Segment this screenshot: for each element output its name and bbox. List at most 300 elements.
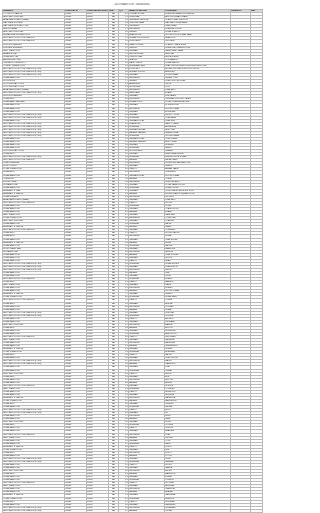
table-cell: 49926 xyxy=(87,104,109,107)
table-cell: FAST TRAIN FOOD xyxy=(3,339,65,342)
table-cell: 49926 xyxy=(87,31,109,34)
table-cell: AB xyxy=(109,104,119,107)
table-cell: AB xyxy=(109,378,119,381)
table-cell: PRIME CROSS xyxy=(165,186,231,189)
table-cell: AB xyxy=(109,506,119,509)
table-cell: 49926 xyxy=(87,77,109,80)
table-cell: 4.0 xyxy=(119,186,129,189)
table-cell: 3.3 xyxy=(119,64,129,67)
table-cell: FRANK xyxy=(165,92,231,95)
table-cell: AB xyxy=(109,58,119,61)
table-cell: ID0041 xyxy=(65,479,87,482)
table-cell: 4.3 xyxy=(119,433,129,436)
table-cell: 3.7 xyxy=(119,378,129,381)
table-cell: MILLENIUM xyxy=(129,323,165,326)
table-cell: MAPLE xyxy=(165,360,231,363)
table-cell: 4.0 xyxy=(119,43,129,46)
table-cell: 49926 xyxy=(87,372,109,375)
table-cell: ID0041 xyxy=(65,323,87,326)
table-cell: DURAM FOOD xyxy=(129,101,165,104)
table-cell: LIBERTY xyxy=(129,281,165,284)
table-cell: AB xyxy=(109,503,119,506)
table-cell: 1.9 xyxy=(119,128,129,131)
table-cell: ID0041 xyxy=(65,488,87,491)
table-cell: PRIME xyxy=(165,235,231,238)
table-cell: ID0041 xyxy=(65,153,87,156)
table-cell: AB xyxy=(109,16,119,19)
table-cell: GERMAN xyxy=(129,104,165,107)
table-cell: 3.9 xyxy=(119,345,129,348)
table-cell: 3.1 xyxy=(119,232,129,235)
table-cell: GERMAN xyxy=(129,275,165,278)
table-cell: 49924 xyxy=(87,168,109,171)
table-cell: AB xyxy=(109,46,119,49)
table-cell: 49922 xyxy=(87,107,109,110)
table-cell: MILLENIUM xyxy=(129,287,165,290)
table-cell: FARMER xyxy=(129,509,165,512)
table-cell: 49926 xyxy=(87,406,109,409)
table-cell: AB xyxy=(109,217,119,220)
table-cell: SUMMIT xyxy=(165,287,231,290)
table-cell: GERMAN xyxy=(129,375,165,378)
table-cell: ID0041 xyxy=(65,150,87,153)
table-cell: 49926 xyxy=(87,67,109,70)
table-cell: ID0041 xyxy=(65,470,87,473)
table-cell: AB xyxy=(109,192,119,195)
table-cell: MILLENIUM xyxy=(129,451,165,454)
table-cell: AB xyxy=(109,86,119,89)
table-cell: PRIME HAM FOOD xyxy=(3,418,65,421)
table-cell: AB xyxy=(109,168,119,171)
table-cell: 49926 xyxy=(87,305,109,308)
table-cell: THISTLE xyxy=(165,427,231,430)
table-cell: ALBATRAIN FOREST (SEAN) xyxy=(3,19,65,22)
table-cell: PRIME BEST (M) xyxy=(3,55,65,58)
table-cell: SAGE xyxy=(165,418,231,421)
table-cell: GERMAN xyxy=(129,214,165,217)
table-cell: MAGNOLIA xyxy=(165,396,231,399)
table-cell: FAST TRAIN FOOD xyxy=(3,436,65,439)
table-cell: 2.7 xyxy=(119,485,129,488)
table-cell: 49926 xyxy=(87,360,109,363)
table-cell: HARBOR xyxy=(165,281,231,284)
table-cell: ID0041 xyxy=(65,418,87,421)
table-cell: 2.9 xyxy=(119,467,129,470)
table-cell: PRIME BEST xyxy=(3,326,65,329)
table-cell: 49924 xyxy=(87,463,109,466)
table-cell: ID0041 xyxy=(65,256,87,259)
table-cell: VEN LANES xyxy=(165,95,231,98)
table-cell: AB xyxy=(109,336,119,339)
table-cell: ID0041 xyxy=(65,436,87,439)
column-header: PRINCIPAL ID xyxy=(65,10,87,13)
table-cell: ID0041 xyxy=(65,205,87,208)
table-cell: NELO BEST FOOD CORPORATION xyxy=(3,201,65,204)
table-cell: ID0041 xyxy=(65,272,87,275)
table-cell: SUNSHINE xyxy=(129,460,165,463)
table-cell: 49926 xyxy=(87,415,109,418)
table-cell: ID0041 xyxy=(65,31,87,34)
table-cell: PRIME HAM FOOD xyxy=(3,144,65,147)
table-cell: ID0041 xyxy=(65,482,87,485)
table-cell: PRIME HAM FOOD xyxy=(3,238,65,241)
table-cell: ID0041 xyxy=(65,372,87,375)
table-cell: LOCAL PRIME FOOD xyxy=(3,296,65,299)
table-cell: STAR STORES xyxy=(165,253,231,256)
table-cell: PRIME BEST xyxy=(3,232,65,235)
table-cell: 49926 xyxy=(87,351,109,354)
table-cell: MAX CARE & FOREST xyxy=(3,22,65,25)
table-cell: 2.4 xyxy=(119,427,129,430)
table-cell: PROMOTED SATISFACTION xyxy=(165,162,231,165)
table-cell: GERMAN xyxy=(129,320,165,323)
table-cell: NELO BEST FOOD CORPORATION xyxy=(3,299,65,302)
table-cell: AB xyxy=(109,445,119,448)
table-cell: HOME xyxy=(165,241,231,244)
table-cell: 3.3 xyxy=(119,314,129,317)
table-cell: 49925 xyxy=(87,37,109,40)
table-cell: ID0041 xyxy=(65,223,87,226)
table-cell: GERBIN xyxy=(129,31,165,34)
table-cell: NELO BEST FOOD CORPORATION (PTRN) xyxy=(3,412,65,415)
table-cell: LOCAL PRIME FOOD xyxy=(3,497,65,500)
table-cell: 3.4 xyxy=(119,141,129,144)
table-cell: FARMER xyxy=(129,253,165,256)
table-cell: 3.3 xyxy=(119,19,129,22)
table-cell: 49926 xyxy=(87,235,109,238)
table-cell: ID0041 xyxy=(65,387,87,390)
table-cell: SEA LIST xyxy=(129,58,165,61)
table-cell: NELO BEST FOOD CORPORATION xyxy=(3,384,65,387)
table-cell: 2.5 xyxy=(119,457,129,460)
table-cell: 49926 xyxy=(87,177,109,180)
table-cell: NELO BEST FOOD CORPORATION xyxy=(3,278,65,281)
table-cell: 49926 xyxy=(87,403,109,406)
table-cell: ID0041 xyxy=(65,314,87,317)
table-cell: FROSTY FIELD xyxy=(3,165,65,168)
table-cell: ID0041 xyxy=(65,375,87,378)
table-cell: NELO BEST FOOD CORPORATION (PTRN) xyxy=(3,360,65,363)
table-cell: AB xyxy=(109,247,119,250)
table-cell: ID0041 xyxy=(65,171,87,174)
table-cell: CLARK JONES SURPLUS xyxy=(165,19,231,22)
table-cell: GERMAN xyxy=(129,110,165,113)
table-cell: AB xyxy=(109,360,119,363)
table-cell: 49926 xyxy=(87,171,109,174)
table-cell: AB xyxy=(109,299,119,302)
table-cell: ID0041 xyxy=(65,37,87,40)
table-cell: PRIME HAM FOOD xyxy=(3,244,65,247)
table-cell: 3.0 xyxy=(119,168,129,171)
table-cell: AB xyxy=(109,223,119,226)
table-cell: ID0041 xyxy=(65,363,87,366)
table-cell: 49926 xyxy=(87,223,109,226)
table-cell: AB xyxy=(109,198,119,201)
table-cell: PRIME HAM FOOD xyxy=(3,378,65,381)
table-cell: MILLENIUM xyxy=(129,268,165,271)
table-cell: GERMAN xyxy=(129,329,165,332)
table-cell: 3.6 xyxy=(119,403,129,406)
table-cell: ID0041 xyxy=(65,235,87,238)
table-cell: 3.1 xyxy=(119,369,129,372)
table-cell: LIBERTY xyxy=(129,463,165,466)
table-cell: 3.4 xyxy=(119,223,129,226)
table-cell: 49926 xyxy=(87,470,109,473)
table-cell: GERMAN xyxy=(129,144,165,147)
table-cell: 49921 xyxy=(87,70,109,73)
table-cell: 49924 xyxy=(87,195,109,198)
table-cell: ID0041 xyxy=(65,125,87,128)
table-cell: ID0041 xyxy=(65,77,87,80)
column-header: NAME OF SHIPPER xyxy=(129,10,165,13)
table-cell: ID0041 xyxy=(65,238,87,241)
table-cell: 3.2 xyxy=(119,46,129,49)
table-cell: 49926 xyxy=(87,488,109,491)
table-cell: FARMER xyxy=(129,290,165,293)
table-cell: NESTLE JAPAN xyxy=(3,28,65,31)
table-cell: FARMER xyxy=(129,326,165,329)
table-cell: ID0041 xyxy=(65,412,87,415)
table-cell: IRIS xyxy=(165,448,231,451)
table-cell: ROUTE xyxy=(165,201,231,204)
table-cell: SUNSHINE xyxy=(129,296,165,299)
table-cell: ID0041 xyxy=(65,451,87,454)
table-cell: ID0041 xyxy=(65,52,87,55)
table-cell: NELO BEST FOOD CORPORATION (PTRN) xyxy=(3,122,65,125)
table-cell: 49926 xyxy=(87,290,109,293)
table-cell: MILLENIUM xyxy=(129,415,165,418)
table-cell: PRIME HAM FOOD xyxy=(3,503,65,506)
table-cell: PRIME HAM FOOD xyxy=(3,415,65,418)
table-cell: MILLENIUM xyxy=(129,162,165,165)
table-cell: ID0041 xyxy=(65,162,87,165)
table-cell: 3.7 xyxy=(119,442,129,445)
table-cell: MILLENIUM xyxy=(129,107,165,110)
table-cell: GERMAN xyxy=(129,357,165,360)
table-cell: EXPORT WINE xyxy=(3,180,65,183)
table-cell: LOCAL FARM GOODS xyxy=(165,183,231,186)
table-cell: ID0041 xyxy=(65,40,87,43)
table-cell: 2.1 xyxy=(119,52,129,55)
table-cell: 49925 xyxy=(87,159,109,162)
table-cell: AB xyxy=(109,281,119,284)
table-cell: AB xyxy=(109,509,119,512)
table-cell: AB xyxy=(109,323,119,326)
column-header: DEST xyxy=(109,10,119,13)
table-cell: CORPORATE PRESS MULTIPLE xyxy=(165,189,231,192)
table-cell: AB xyxy=(109,77,119,80)
table-cell: AB xyxy=(109,119,119,122)
table-cell: 49926 xyxy=(87,205,109,208)
table-cell: NUTRE BEST xyxy=(129,86,165,89)
table-cell: LOCAL PRIME FOOD xyxy=(3,351,65,354)
table-cell: ID0041 xyxy=(65,195,87,198)
table-cell: 49926 xyxy=(87,49,109,52)
table-cell: 49926 xyxy=(87,144,109,147)
table-cell: CARE DEAN xyxy=(165,25,231,28)
table-cell: 3.7 xyxy=(119,509,129,512)
table-cell: 49925 xyxy=(87,86,109,89)
table-cell: 49926 xyxy=(87,378,109,381)
table-cell: FAST TRAIN FOOD xyxy=(3,485,65,488)
table-cell: AB xyxy=(109,201,119,204)
table-cell: TREND xyxy=(165,177,231,180)
table-cell: NELO BEST FOOD CORPORATION (PTRN) xyxy=(3,156,65,159)
table-cell: GOLDEN xyxy=(165,314,231,317)
table-cell: ID0041 xyxy=(65,208,87,211)
table-cell: FURTHER BUSINESS xyxy=(3,46,65,49)
table-cell: PRIME HAM FOOD xyxy=(3,205,65,208)
table-cell: PRIME BEST xyxy=(3,473,65,476)
table-cell: SUNSHINE xyxy=(129,116,165,119)
table-cell: 2.3 xyxy=(119,284,129,287)
table-cell: 49926 xyxy=(87,278,109,281)
table-cell: 49926 xyxy=(87,122,109,125)
table-cell: 49925 xyxy=(87,89,109,92)
table-cell: 49926 xyxy=(87,390,109,393)
table-cell: 4.3 xyxy=(119,348,129,351)
table-cell: ID0041 xyxy=(65,83,87,86)
table-cell: AB xyxy=(109,159,119,162)
table-cell: ID0041 xyxy=(65,46,87,49)
table-cell: ID0041 xyxy=(65,430,87,433)
table-cell: 49926 xyxy=(87,479,109,482)
table-cell: 49926 xyxy=(87,433,109,436)
table-cell: 49925 xyxy=(87,476,109,479)
table-cell: AB xyxy=(109,150,119,153)
table-cell: 49926 xyxy=(87,214,109,217)
table-cell: 2.6 xyxy=(119,144,129,147)
table-cell: AB xyxy=(109,442,119,445)
table-cell: ROUTE STRAW xyxy=(165,107,231,110)
table-cell: JUNIPER xyxy=(165,403,231,406)
table-cell: STEEL UNIVERSE xyxy=(3,162,65,165)
table-cell: ASSEMBLY & TEMPLE xyxy=(3,348,65,351)
table-cell: AB xyxy=(109,40,119,43)
table-cell: TO OUR CO SAMPLE xyxy=(3,13,65,16)
table-cell: PRIME BEST xyxy=(3,375,65,378)
table-cell: 2.9 xyxy=(119,406,129,409)
table-cell: 3.8 xyxy=(119,70,129,73)
table-cell: 49924 xyxy=(87,354,109,357)
table-cell: ID0041 xyxy=(65,268,87,271)
table-cell: DEAN xyxy=(165,259,231,262)
table-cell: ID0041 xyxy=(65,55,87,58)
table-cell: ID0041 xyxy=(65,70,87,73)
table-cell: PRIME BEST xyxy=(3,451,65,454)
table-cell: NELO BEST FOOD CORPORATION xyxy=(3,433,65,436)
table-cell: 49924 xyxy=(87,326,109,329)
table-cell: ROSE xyxy=(165,457,231,460)
table-cell: 3.4 xyxy=(119,329,129,332)
table-cell: AB xyxy=(109,366,119,369)
table-cell: 2.7 xyxy=(119,80,129,83)
table-cell: ID0041 xyxy=(65,424,87,427)
table-cell: 49926 xyxy=(87,25,109,28)
table-cell: MEADOWS xyxy=(165,247,231,250)
table-cell: 3.0 xyxy=(119,211,129,214)
table-cell: 49926 xyxy=(87,28,109,31)
table-cell: 3.9 xyxy=(119,290,129,293)
table-cell: PARKVIEW xyxy=(165,342,231,345)
table-cell: MILLENIUM xyxy=(129,506,165,509)
table-cell: 3.7 xyxy=(119,58,129,61)
table-cell: MILLENIUM xyxy=(129,98,165,101)
table-cell: 3.3 xyxy=(119,83,129,86)
table-cell: ID0041 xyxy=(65,293,87,296)
table-cell: AB xyxy=(109,153,119,156)
table-cell: 3.0 xyxy=(119,49,129,52)
table-cell: PRIME HAM FOOD xyxy=(3,345,65,348)
table-cell: 49926 xyxy=(87,198,109,201)
table-cell: 49926 xyxy=(87,296,109,299)
table-cell: 49926 xyxy=(87,128,109,131)
table-cell: AB xyxy=(109,147,119,150)
table-cell: PRIME HAM FOOD xyxy=(3,390,65,393)
table-cell: GERMAN xyxy=(129,348,165,351)
table-cell: 49925 xyxy=(87,186,109,189)
table-cell: AB xyxy=(109,439,119,442)
table-cell: AB xyxy=(109,52,119,55)
table-cell: LAKESIDE xyxy=(165,339,231,342)
table-cell: CAMELLIA xyxy=(165,488,231,491)
table-cell: OASIS xyxy=(165,284,231,287)
table-cell: 2.8 xyxy=(119,22,129,25)
table-cell: POLO SPECIAL - FOOD xyxy=(3,150,65,153)
table-cell: AZALEA xyxy=(165,491,231,494)
table-cell: AB xyxy=(109,165,119,168)
table-cell: PRIME HAM FOOD xyxy=(3,259,65,262)
table-cell: 49925 xyxy=(87,113,109,116)
table-cell: GERMAN xyxy=(129,189,165,192)
table-cell: FRUITS IN CARRIER xyxy=(3,95,65,98)
table-cell: SUNSHINE xyxy=(129,442,165,445)
table-cell: NELO BEST FOOD CORPORATION (PTRN) xyxy=(3,113,65,116)
table-cell: 3.8 xyxy=(119,418,129,421)
table-cell: HAPPY TRADE xyxy=(165,122,231,125)
table-cell: AB xyxy=(109,174,119,177)
table-cell: ID0041 xyxy=(65,454,87,457)
table-cell: ID0041 xyxy=(65,369,87,372)
table-cell: SUNSHINE xyxy=(129,351,165,354)
table-cell: NELSON xyxy=(165,250,231,253)
table-cell: GREENFIELD xyxy=(165,345,231,348)
table-cell: PRIME HAM FOOD xyxy=(3,476,65,479)
table-cell: 49926 xyxy=(87,424,109,427)
table-cell: AB xyxy=(109,409,119,412)
table-cell: 4.2 xyxy=(119,500,129,503)
table-cell: 3.0 xyxy=(119,134,129,137)
table-cell: PRIME HAM FOOD xyxy=(3,305,65,308)
table-cell: 2.5 xyxy=(119,220,129,223)
table-cell: AB xyxy=(109,232,119,235)
table-cell: SUNSHINE xyxy=(129,205,165,208)
allotment-table xyxy=(2,9,263,513)
table-cell: 49926 xyxy=(87,442,109,445)
table-cell: SPRUCE xyxy=(165,384,231,387)
table-cell: TRADING xyxy=(165,220,231,223)
column-header: BAL xyxy=(251,10,263,13)
table-cell: GERMAN xyxy=(129,165,165,168)
table-cell: MOSS xyxy=(165,421,231,424)
table-cell: NEUTRAL xyxy=(165,52,231,55)
table-cell: 49924 xyxy=(87,409,109,412)
table-cell: 49926 xyxy=(87,110,109,113)
table-cell: TO BEST PRIMER CORP xyxy=(3,64,65,67)
table-cell: TRADE ROUTE xyxy=(165,208,231,211)
table-cell: ID0041 xyxy=(65,473,87,476)
table-cell: STAR BEST xyxy=(165,198,231,201)
